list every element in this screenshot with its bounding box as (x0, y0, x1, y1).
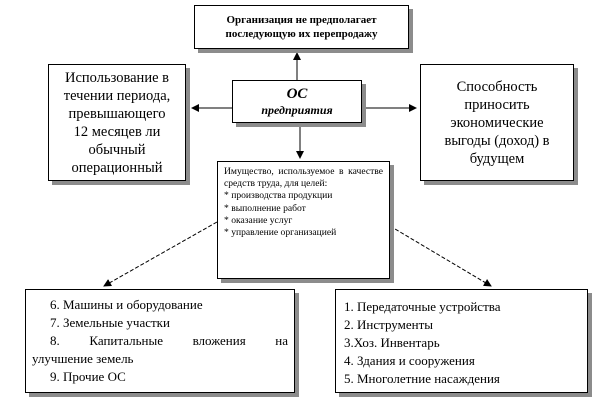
usage-line: течении периода, (63, 87, 171, 104)
usage-period-box (48, 64, 186, 181)
arrow-to-bottom-right (390, 226, 491, 286)
fixed-assets-center-box (232, 80, 362, 123)
benefit-line: будущем (469, 150, 525, 167)
asset-item: 3.Хоз. Инвентарь (344, 335, 440, 350)
purpose-item: * оказание услуг (224, 214, 293, 226)
benefit-line: выгоды (доход) в (444, 132, 550, 149)
asset-item-8-part: Капитальные (89, 333, 163, 348)
center-subtitle: предприятия (261, 102, 333, 117)
resale-line-2: последующую их перепродажу (225, 28, 378, 40)
benefit-line: экономические (450, 114, 544, 131)
asset-item: 7. Земельные участки (50, 315, 170, 330)
usage-line: 12 месяцев ли (73, 123, 161, 140)
asset-item: 2. Инструменты (344, 317, 433, 332)
property-purpose-box (217, 161, 390, 279)
purpose-item: * производства продукции (224, 190, 333, 202)
asset-item: 1. Передаточные устройства (344, 299, 501, 314)
asset-types-left-box (25, 289, 295, 393)
asset-item-8-continued: улучшение земель (32, 351, 134, 366)
resale-line-1: Организация не предполагает (226, 14, 377, 26)
economic-benefit-box (420, 64, 574, 181)
benefit-line: приносить (464, 96, 530, 113)
resale-condition-box (194, 5, 409, 49)
asset-item: 9. Прочие ОС (50, 369, 126, 384)
asset-item: 6. Машины и оборудование (50, 297, 203, 312)
arrow-to-bottom-left (104, 222, 217, 286)
property-intro: Имущество, используемое в качестве средств труда, для целей: (224, 166, 383, 190)
usage-line: обычный (88, 141, 146, 158)
asset-item-8-part: на (275, 333, 288, 348)
asset-item-8-part: вложения (192, 333, 246, 348)
asset-item: 5. Многолетние насаждения (344, 371, 500, 386)
asset-types-right-box (335, 289, 588, 393)
asset-item-8 (32, 332, 288, 350)
usage-line: операционный (71, 159, 163, 176)
asset-item: 4. Здания и сооружения (344, 353, 475, 368)
benefit-line: Способность (456, 78, 538, 95)
purpose-item: * выполнение работ (224, 202, 306, 214)
asset-item-8-part: 8. (50, 333, 60, 348)
usage-line: превышающего (68, 105, 166, 122)
center-title: ОС (286, 85, 308, 102)
usage-line: Использование в (65, 69, 169, 86)
purpose-item: * управление организацией (224, 227, 337, 239)
